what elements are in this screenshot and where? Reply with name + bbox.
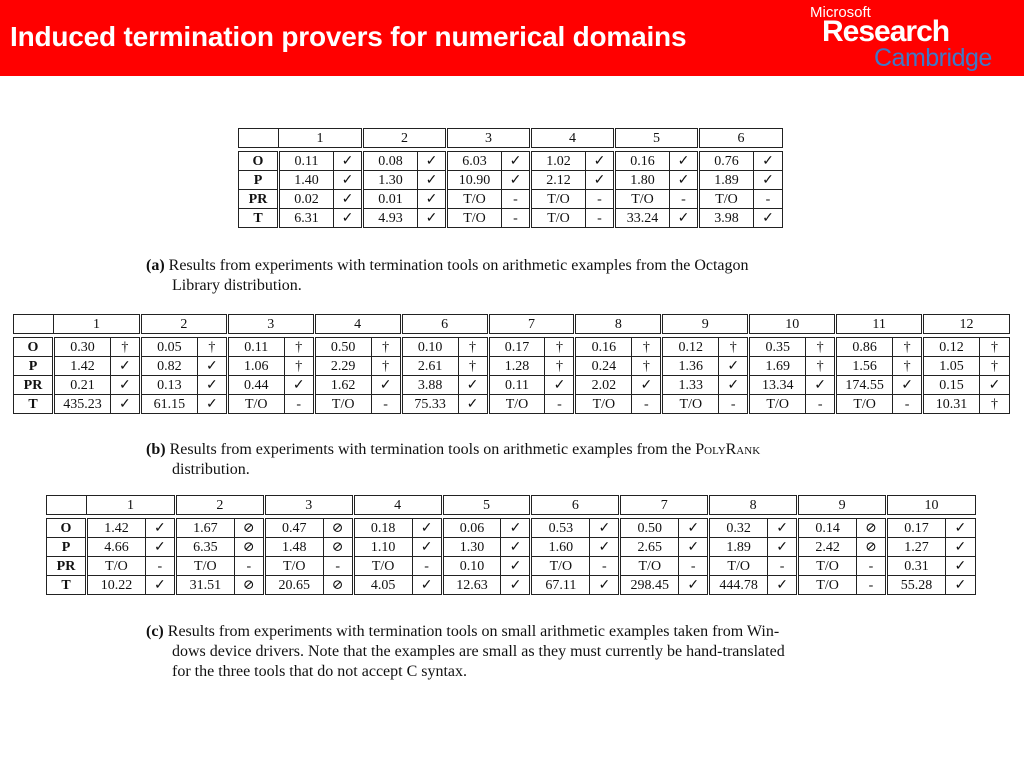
result-mark-cell: ✓ xyxy=(590,576,620,595)
result-mark-cell: ⊘ xyxy=(234,576,264,595)
time-value-cell: T/O xyxy=(353,557,412,576)
time-value-cell: 1.60 xyxy=(531,538,590,557)
result-mark-cell: - xyxy=(679,557,709,576)
time-value-cell: 75.33 xyxy=(401,395,458,414)
time-value-cell: T/O xyxy=(709,557,768,576)
result-mark-cell: - xyxy=(754,190,783,209)
result-mark-cell: - xyxy=(857,557,887,576)
time-value-cell: 0.17 xyxy=(488,338,545,357)
caption-c xyxy=(146,622,886,682)
result-mark-cell: - xyxy=(323,557,353,576)
time-value-cell: 1.42 xyxy=(87,519,146,538)
caption-a-line1: Results from experiments with termination tools on arithmetic examples from the Octagon xyxy=(168,257,749,274)
result-mark-cell: ✓ xyxy=(284,376,314,395)
result-mark-cell: ✓ xyxy=(719,376,749,395)
time-value-cell: 0.16 xyxy=(615,152,670,171)
result-mark-cell: ✓ xyxy=(197,395,227,414)
logo-research-text: Research xyxy=(822,15,950,48)
time-value-cell: 0.08 xyxy=(363,152,418,171)
time-value-cell: 1.56 xyxy=(836,357,893,376)
result-mark-cell: ✓ xyxy=(501,538,531,557)
time-value-cell: T/O xyxy=(575,395,632,414)
result-mark-cell: † xyxy=(458,338,488,357)
row-label: PR xyxy=(239,190,279,209)
time-value-cell: 0.53 xyxy=(531,519,590,538)
time-value-cell: 2.02 xyxy=(575,376,632,395)
row-label: P xyxy=(239,171,279,190)
result-mark-cell: ✓ xyxy=(145,519,175,538)
caption-a-line2: Library distribution. xyxy=(172,277,302,294)
row-label: PR xyxy=(14,376,54,395)
row-label: O xyxy=(14,338,54,357)
result-mark-cell: - xyxy=(893,395,923,414)
result-mark-cell: ⊘ xyxy=(323,519,353,538)
time-value-cell: T/O xyxy=(227,395,284,414)
result-mark-cell: ⊘ xyxy=(323,576,353,595)
result-mark-cell: † xyxy=(806,357,836,376)
result-mark-cell: ✓ xyxy=(754,152,783,171)
title-banner xyxy=(0,0,1024,76)
header-corner-cell xyxy=(239,129,279,148)
time-value-cell: 0.76 xyxy=(699,152,754,171)
result-mark-cell: ✓ xyxy=(412,538,442,557)
result-mark-cell: † xyxy=(545,357,575,376)
time-value-cell: T/O xyxy=(749,395,806,414)
result-mark-cell: ✓ xyxy=(945,576,975,595)
result-mark-cell: ✓ xyxy=(768,576,798,595)
result-mark-cell: † xyxy=(110,338,140,357)
table-row xyxy=(14,338,1010,357)
time-value-cell: 444.78 xyxy=(709,576,768,595)
time-value-cell: 0.12 xyxy=(923,338,980,357)
column-header: 6 xyxy=(699,129,783,148)
microsoft-research-cambridge-logo xyxy=(808,4,1018,72)
column-header: 8 xyxy=(575,315,662,334)
row-label: T xyxy=(47,576,87,595)
result-mark-cell: ✓ xyxy=(502,152,531,171)
time-value-cell: 1.28 xyxy=(488,357,545,376)
time-value-cell: 33.24 xyxy=(615,209,670,228)
time-value-cell: 0.47 xyxy=(264,519,323,538)
result-mark-cell: - xyxy=(145,557,175,576)
time-value-cell: 0.16 xyxy=(575,338,632,357)
result-mark-cell: ✓ xyxy=(768,538,798,557)
time-value-cell: T/O xyxy=(836,395,893,414)
result-mark-cell: ✓ xyxy=(501,519,531,538)
column-header: 1 xyxy=(54,315,141,334)
time-value-cell: 0.11 xyxy=(227,338,284,357)
time-value-cell: 20.65 xyxy=(264,576,323,595)
result-mark-cell: ✓ xyxy=(590,538,620,557)
time-value-cell: 10.90 xyxy=(447,171,502,190)
result-mark-cell: ✓ xyxy=(545,376,575,395)
time-value-cell: 0.10 xyxy=(442,557,501,576)
column-header: 5 xyxy=(615,129,699,148)
result-mark-cell: ✓ xyxy=(458,395,488,414)
result-mark-cell: - xyxy=(586,190,615,209)
time-value-cell: T/O xyxy=(662,395,719,414)
result-mark-cell: ✓ xyxy=(754,171,783,190)
result-mark-cell: ✓ xyxy=(670,152,699,171)
time-value-cell: T/O xyxy=(488,395,545,414)
logo-cambridge-text: Cambridge xyxy=(874,44,992,72)
result-mark-cell: - xyxy=(234,557,264,576)
time-value-cell: 0.17 xyxy=(887,519,946,538)
result-mark-cell: ⊘ xyxy=(234,519,264,538)
result-mark-cell: - xyxy=(502,209,531,228)
row-label: O xyxy=(47,519,87,538)
time-value-cell: 0.14 xyxy=(798,519,857,538)
time-value-cell: 0.24 xyxy=(575,357,632,376)
result-mark-cell: † xyxy=(371,338,401,357)
time-value-cell: 31.51 xyxy=(175,576,234,595)
column-header: 2 xyxy=(175,496,264,515)
time-value-cell: 0.11 xyxy=(279,152,334,171)
result-mark-cell: ✓ xyxy=(806,376,836,395)
result-mark-cell: ⊘ xyxy=(857,538,887,557)
table-row xyxy=(14,357,1010,376)
time-value-cell: 0.10 xyxy=(401,338,458,357)
column-header: 6 xyxy=(401,315,488,334)
time-value-cell: T/O xyxy=(175,557,234,576)
time-value-cell: T/O xyxy=(699,190,754,209)
results-table-octagon xyxy=(238,128,782,228)
row-label: O xyxy=(239,152,279,171)
time-value-cell: 3.88 xyxy=(401,376,458,395)
result-mark-cell: ✓ xyxy=(412,576,442,595)
time-value-cell: 67.11 xyxy=(531,576,590,595)
result-mark-cell: ✓ xyxy=(590,519,620,538)
result-mark-cell: † xyxy=(545,338,575,357)
column-header: 2 xyxy=(363,129,447,148)
time-value-cell: 2.12 xyxy=(531,171,586,190)
result-mark-cell: ✓ xyxy=(501,557,531,576)
caption-c-line1: Results from experiments with termination tools on small arithmetic examples taken from Win- xyxy=(167,623,780,640)
time-value-cell: 1.36 xyxy=(662,357,719,376)
result-mark-cell: ✓ xyxy=(418,190,447,209)
result-mark-cell: ✓ xyxy=(754,209,783,228)
time-value-cell: 4.05 xyxy=(353,576,412,595)
time-value-cell: 6.03 xyxy=(447,152,502,171)
result-mark-cell: ✓ xyxy=(334,209,363,228)
result-mark-cell: ✓ xyxy=(197,376,227,395)
table-row xyxy=(47,576,976,595)
result-mark-cell: ✓ xyxy=(768,519,798,538)
row-label: T xyxy=(239,209,279,228)
result-mark-cell: ✓ xyxy=(334,171,363,190)
result-mark-cell: ✓ xyxy=(945,538,975,557)
results-table xyxy=(13,314,1010,414)
time-value-cell: 0.13 xyxy=(140,376,197,395)
logo-microsoft-text: Microsoft xyxy=(810,4,871,21)
time-value-cell: T/O xyxy=(264,557,323,576)
result-mark-cell: ✓ xyxy=(632,376,662,395)
time-value-cell: 2.42 xyxy=(798,538,857,557)
time-value-cell: 2.29 xyxy=(314,357,371,376)
result-mark-cell: ✓ xyxy=(145,538,175,557)
result-mark-cell: - xyxy=(768,557,798,576)
column-header: 10 xyxy=(749,315,836,334)
column-header: 8 xyxy=(709,496,798,515)
result-mark-cell: † xyxy=(893,338,923,357)
time-value-cell: 6.35 xyxy=(175,538,234,557)
result-mark-cell: † xyxy=(979,357,1009,376)
result-mark-cell: ✓ xyxy=(719,357,749,376)
time-value-cell: 1.80 xyxy=(615,171,670,190)
result-mark-cell: † xyxy=(458,357,488,376)
table-row xyxy=(239,190,783,209)
time-value-cell: T/O xyxy=(531,209,586,228)
time-value-cell: 1.89 xyxy=(709,538,768,557)
result-mark-cell: ✓ xyxy=(502,171,531,190)
time-value-cell: 1.02 xyxy=(531,152,586,171)
time-value-cell: T/O xyxy=(620,557,679,576)
time-value-cell: 0.01 xyxy=(363,190,418,209)
time-value-cell: 0.11 xyxy=(488,376,545,395)
result-mark-cell: ✓ xyxy=(418,209,447,228)
result-mark-cell: ⊘ xyxy=(323,538,353,557)
time-value-cell: 12.63 xyxy=(442,576,501,595)
result-mark-cell: - xyxy=(632,395,662,414)
result-mark-cell: - xyxy=(502,190,531,209)
result-mark-cell: † xyxy=(632,338,662,357)
result-mark-cell: ✓ xyxy=(110,395,140,414)
result-mark-cell: - xyxy=(371,395,401,414)
time-value-cell: 10.31 xyxy=(923,395,980,414)
result-mark-cell: ✓ xyxy=(893,376,923,395)
time-value-cell: 4.93 xyxy=(363,209,418,228)
result-mark-cell: ✓ xyxy=(586,152,615,171)
time-value-cell: 0.06 xyxy=(442,519,501,538)
column-header: 3 xyxy=(264,496,353,515)
time-value-cell: T/O xyxy=(314,395,371,414)
caption-c-line3: for the three tools that do not accept C syntax. xyxy=(172,663,468,680)
result-mark-cell: - xyxy=(284,395,314,414)
caption-b-tag: (b) xyxy=(146,441,166,458)
time-value-cell: 10.22 xyxy=(87,576,146,595)
result-mark-cell: † xyxy=(632,357,662,376)
result-mark-cell: † xyxy=(979,338,1009,357)
time-value-cell: 0.15 xyxy=(923,376,980,395)
time-value-cell: 0.02 xyxy=(279,190,334,209)
time-value-cell: 1.67 xyxy=(175,519,234,538)
time-value-cell: 3.98 xyxy=(699,209,754,228)
caption-a xyxy=(146,256,886,296)
column-header: 12 xyxy=(923,315,1010,334)
time-value-cell: 0.30 xyxy=(54,338,111,357)
column-header: 4 xyxy=(531,129,615,148)
column-header: 9 xyxy=(798,496,887,515)
column-header: 6 xyxy=(531,496,620,515)
result-mark-cell: ✓ xyxy=(334,190,363,209)
column-header: 4 xyxy=(314,315,401,334)
table-row xyxy=(47,538,976,557)
result-mark-cell: ✓ xyxy=(679,576,709,595)
result-mark-cell: ⊘ xyxy=(234,538,264,557)
time-value-cell: 1.89 xyxy=(699,171,754,190)
column-header: 1 xyxy=(87,496,176,515)
time-value-cell: 1.40 xyxy=(279,171,334,190)
time-value-cell: 0.18 xyxy=(353,519,412,538)
slide-title: Induced termination provers for numerical domains xyxy=(10,21,687,52)
result-mark-cell: ✓ xyxy=(586,171,615,190)
results-table-polyrank xyxy=(13,314,1009,414)
time-value-cell: 6.31 xyxy=(279,209,334,228)
result-mark-cell: ✓ xyxy=(412,519,442,538)
table-row xyxy=(14,395,1010,414)
time-value-cell: 435.23 xyxy=(54,395,111,414)
time-value-cell: T/O xyxy=(87,557,146,576)
result-mark-cell: - xyxy=(590,557,620,576)
result-mark-cell: ✓ xyxy=(334,152,363,171)
time-value-cell: 1.27 xyxy=(887,538,946,557)
column-header: 3 xyxy=(227,315,314,334)
time-value-cell: 0.21 xyxy=(54,376,111,395)
column-header: 10 xyxy=(887,496,976,515)
time-value-cell: 1.48 xyxy=(264,538,323,557)
result-mark-cell: ✓ xyxy=(679,519,709,538)
time-value-cell: 0.31 xyxy=(887,557,946,576)
result-mark-cell: - xyxy=(545,395,575,414)
result-mark-cell: † xyxy=(806,338,836,357)
result-mark-cell: - xyxy=(670,190,699,209)
result-mark-cell: ✓ xyxy=(501,576,531,595)
result-mark-cell: ✓ xyxy=(945,519,975,538)
result-mark-cell: ✓ xyxy=(679,538,709,557)
result-mark-cell: - xyxy=(586,209,615,228)
result-mark-cell: - xyxy=(412,557,442,576)
column-header: 5 xyxy=(442,496,531,515)
time-value-cell: T/O xyxy=(798,576,857,595)
result-mark-cell: † xyxy=(719,338,749,357)
table-row xyxy=(239,171,783,190)
row-label: P xyxy=(14,357,54,376)
time-value-cell: 1.06 xyxy=(227,357,284,376)
caption-a-tag: (a) xyxy=(146,257,165,274)
result-mark-cell: † xyxy=(371,357,401,376)
column-header: 1 xyxy=(279,129,363,148)
time-value-cell: 1.62 xyxy=(314,376,371,395)
time-value-cell: 0.82 xyxy=(140,357,197,376)
result-mark-cell: † xyxy=(197,338,227,357)
time-value-cell: T/O xyxy=(531,190,586,209)
row-label: PR xyxy=(47,557,87,576)
time-value-cell: 13.34 xyxy=(749,376,806,395)
time-value-cell: T/O xyxy=(798,557,857,576)
time-value-cell: 1.33 xyxy=(662,376,719,395)
time-value-cell: 61.15 xyxy=(140,395,197,414)
result-mark-cell: ✓ xyxy=(197,357,227,376)
result-mark-cell: ✓ xyxy=(110,376,140,395)
result-mark-cell: ✓ xyxy=(145,576,175,595)
caption-b xyxy=(146,440,886,480)
header-corner-cell xyxy=(47,496,87,515)
time-value-cell: 174.55 xyxy=(836,376,893,395)
column-header: 7 xyxy=(620,496,709,515)
time-value-cell: T/O xyxy=(447,209,502,228)
result-mark-cell: † xyxy=(979,395,1009,414)
time-value-cell: 0.50 xyxy=(314,338,371,357)
time-value-cell: 1.42 xyxy=(54,357,111,376)
result-mark-cell: - xyxy=(857,576,887,595)
time-value-cell: 0.44 xyxy=(227,376,284,395)
time-value-cell: 2.65 xyxy=(620,538,679,557)
results-table-windows-drivers xyxy=(46,495,975,595)
row-label: P xyxy=(47,538,87,557)
time-value-cell: 0.12 xyxy=(662,338,719,357)
column-header: 4 xyxy=(353,496,442,515)
table-row xyxy=(47,519,976,538)
result-mark-cell: † xyxy=(284,357,314,376)
result-mark-cell: ✓ xyxy=(670,171,699,190)
result-mark-cell: ✓ xyxy=(418,171,447,190)
time-value-cell: 1.10 xyxy=(353,538,412,557)
time-value-cell: 0.86 xyxy=(836,338,893,357)
result-mark-cell: - xyxy=(719,395,749,414)
result-mark-cell: ✓ xyxy=(371,376,401,395)
time-value-cell: 0.05 xyxy=(140,338,197,357)
column-header: 3 xyxy=(447,129,531,148)
time-value-cell: 1.30 xyxy=(363,171,418,190)
table-row xyxy=(14,376,1010,395)
result-mark-cell: ⊘ xyxy=(857,519,887,538)
time-value-cell: T/O xyxy=(615,190,670,209)
caption-b-line1: Results from experiments with termination tools on arithmetic examples from the xyxy=(169,441,692,458)
table-row xyxy=(239,209,783,228)
table-row xyxy=(47,557,976,576)
column-header: 9 xyxy=(662,315,749,334)
time-value-cell: 1.05 xyxy=(923,357,980,376)
result-mark-cell: - xyxy=(806,395,836,414)
row-label: T xyxy=(14,395,54,414)
caption-b-line2: distribution. xyxy=(172,461,250,478)
result-mark-cell: ✓ xyxy=(945,557,975,576)
header-corner-cell xyxy=(14,315,54,334)
caption-c-tag: (c) xyxy=(146,623,164,640)
time-value-cell: 55.28 xyxy=(887,576,946,595)
result-mark-cell: ✓ xyxy=(670,209,699,228)
time-value-cell: 2.61 xyxy=(401,357,458,376)
time-value-cell: T/O xyxy=(447,190,502,209)
column-header: 2 xyxy=(140,315,227,334)
result-mark-cell: ✓ xyxy=(458,376,488,395)
time-value-cell: 1.30 xyxy=(442,538,501,557)
table-row xyxy=(239,152,783,171)
result-mark-cell: ✓ xyxy=(110,357,140,376)
column-header: 11 xyxy=(836,315,923,334)
time-value-cell: 0.32 xyxy=(709,519,768,538)
result-mark-cell: ✓ xyxy=(418,152,447,171)
caption-c-line2: dows device drivers. Note that the examples are small as they must currently be hand-translated xyxy=(172,643,785,660)
time-value-cell: 1.69 xyxy=(749,357,806,376)
time-value-cell: 0.50 xyxy=(620,519,679,538)
time-value-cell: 298.45 xyxy=(620,576,679,595)
result-mark-cell: † xyxy=(284,338,314,357)
caption-b-polyrank: PolyRank xyxy=(695,441,761,458)
results-table xyxy=(238,128,783,228)
time-value-cell: 4.66 xyxy=(87,538,146,557)
time-value-cell: 0.35 xyxy=(749,338,806,357)
result-mark-cell: ✓ xyxy=(979,376,1009,395)
column-header: 7 xyxy=(488,315,575,334)
result-mark-cell: † xyxy=(893,357,923,376)
results-table xyxy=(46,495,976,595)
time-value-cell: T/O xyxy=(531,557,590,576)
